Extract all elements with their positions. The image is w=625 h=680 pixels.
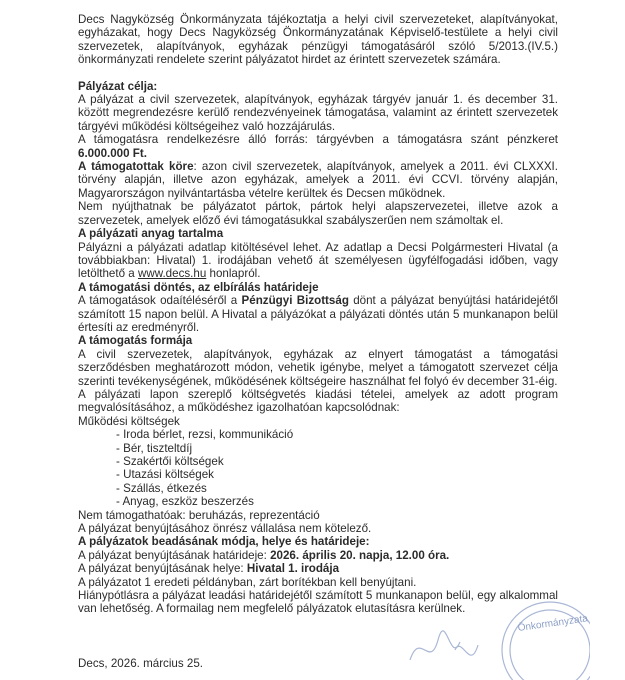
beadas-paragraph-4: Hiánypótlásra a pályázat leadási határidejétől számított 5 munkanapon belül, egy alkalommal van lehetőség. A formailag nem megfelelő pályázatok elutasításra kerülnek.: [78, 589, 558, 616]
document-date: Decs, 2026. március 25.: [78, 657, 204, 670]
cel-paragraph-2: A támogatásra rendelkezésre álló forrás: tárgyévben a támogatásra szánt pénzkeret 6.000.000 Ft.: [78, 133, 558, 160]
list-item: - Utazási költségek: [116, 468, 214, 482]
kor-paragraph-2: Nem nyújthatnak be pályázatot pártok, pártok helyi alapszervezetei, illetve azok a szervezetek, amelyek előző évi támogatásukkal szabályszerűen nem számoltak el.: [78, 200, 558, 227]
website-link[interactable]: www.decs.hu: [137, 267, 207, 281]
kor-paragraph: A támogatottak köre: azon civil szervezetek, alapítványok, amelyek a 2011. évi CLXXXI. törvény alapján, illetve azon egyházak, amelyek a 2011. évi CCVI. törvény alapján, Magyarországon nyilvántartásba vételre kerültek és Decsen működnek.: [78, 160, 559, 200]
deadline-line: A pályázat benyújtásának határideje: 2026. április 20. napja, 12.00 óra.: [78, 548, 450, 562]
dontes-heading: A támogatási döntés, az elbírálás határideje: [78, 280, 319, 294]
kor-heading: A támogatottak köre: [78, 160, 194, 174]
cel-heading: Pályázat célja:: [78, 79, 158, 93]
beadas-paragraph-3: A pályázatot 1 eredeti példányban, zárt borítékban kell benyújtani.: [78, 575, 417, 589]
forma-paragraph-1: A civil szervezetek, alapítványok, egyházak az elnyert támogatást a támogatási szerződésben meghatározott módon, vehetik igénybe, melyet a támogatott szervezet célja szerinti tevékenységének, működésének költségeire használhat fel folyó év december 31-éig.: [78, 347, 558, 388]
forma-paragraph-4: A pályázat benyújtásához önrész vállalása nem kötelező.: [78, 522, 372, 536]
deadline-value: 2026. április 20. napja, 12.00 óra.: [270, 548, 450, 562]
dontes-paragraph: A támogatások odaítéléséről a Pénzügyi Bizottság dönt a pályázat benyújtási határidejétől számított 15 napon belül. A Hivatal a pályázókat a pályázati döntés után 5 munkanapon belül értesíti az eredményről.: [78, 294, 558, 334]
anyag-heading: A pályázati anyag tartalma: [78, 227, 224, 241]
list-item: - Bér, tiszteltdíj: [116, 441, 193, 455]
list-item: - Anyag, eszköz beszerzés: [116, 495, 254, 509]
cost-list-title: Működési költségek: [78, 414, 180, 428]
funding-amount: 6.000.000 Ft.: [78, 146, 147, 160]
beadas-heading: A pályázatok beadásának módja, helye és határideje:: [78, 535, 370, 549]
list-item: - Szakértői költségek: [116, 455, 224, 468]
list-item: - Szállás, étkezés: [116, 481, 207, 495]
forma-paragraph-2: A pályázati lapon szereplő költségvetés kiadási tételei, amelyek az adott program megvalósításához, a működéshez igazolhatóan kapcsolódnak:: [78, 387, 558, 415]
intro-paragraph: Decs Nagyközség Önkormányzata tájékoztatja a helyi civil szervezeteket, alapítványokat, egyházakat, hogy Decs Nagyközség Önkormányzatának Képviselő-testülete a helyi civil szervezetek, alapítványok, egyházak pénzügyi támogatásáról szóló 5/2013.(IV.5.) önkormányzati rendelete szerint pályázatot hirdet az érintett szervezetek számára.: [78, 13, 558, 67]
place-line: A pályázat benyújtásának helye: Hivatal 1. irodája: [78, 562, 340, 576]
place-value: Hivatal 1. irodája: [246, 562, 340, 576]
committee-name: Pénzügyi Bizottság: [241, 294, 349, 308]
list-item: - Iroda bérlet, rezsi, kommunikáció: [116, 428, 294, 442]
forma-paragraph-3: Nem támogathatóak: beruházás, reprezentáció: [78, 508, 320, 522]
forma-heading: A támogatás formája: [78, 334, 193, 348]
document-body: [78, 13, 558, 616]
cel-paragraph-1: A pályázat a civil szervezetek, alapítványok, egyházak tárgyév január 1. és december 31. között megrendezésre kerülő rendezvényeinek támogatása, valamint az érintett szervezetek tárgyévi működési költségeihez való hozzájárulás.: [78, 93, 558, 133]
stamp-text: Önkormányzata: [517, 613, 589, 635]
anyag-paragraph: Pályázni a pályázati adatlap kitöltésével lehet. Az adatlap a Decsi Polgármesteri Hivatal (a továbbiakban: Hivatal) 1. irodájában vehető át személyesen ügyfélfogadási időben, vagy letölthető a www.decs.hu honlapról.: [78, 240, 558, 281]
